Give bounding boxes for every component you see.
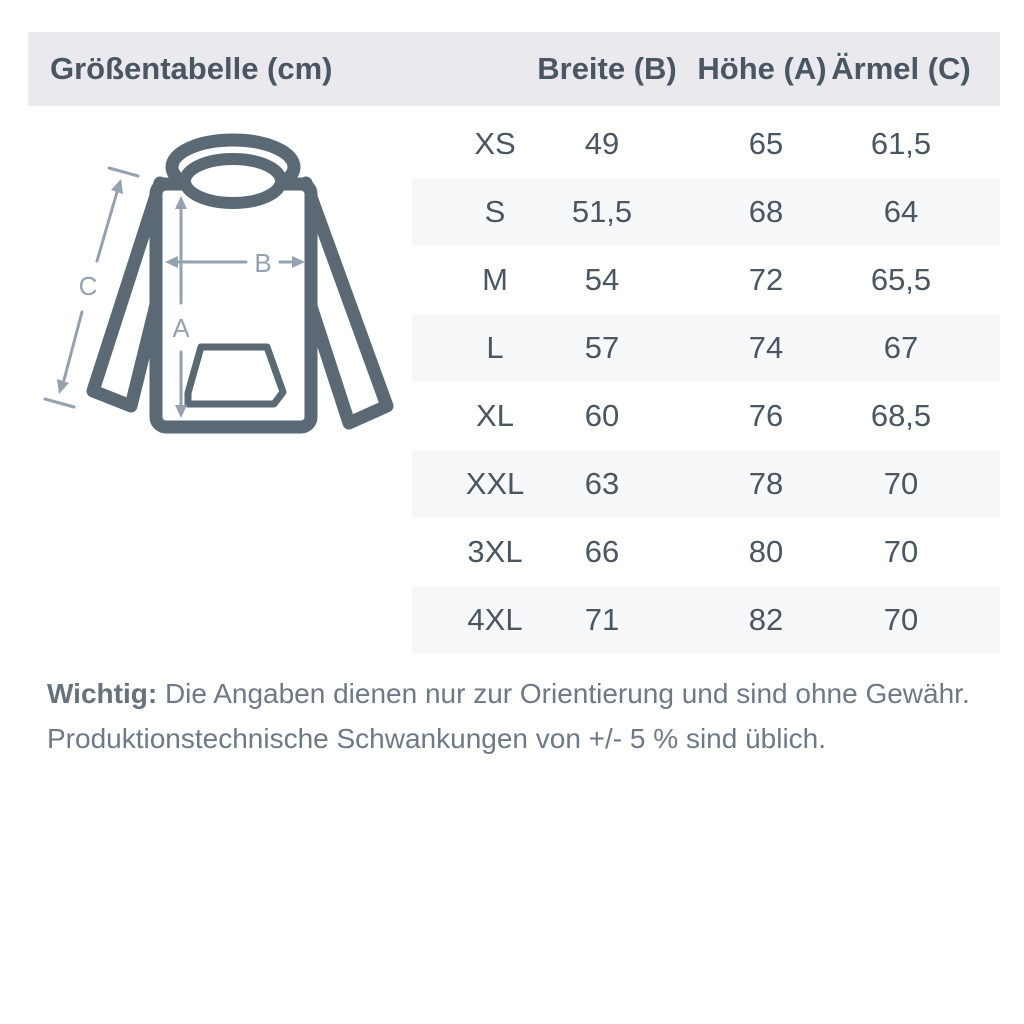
measure-a-label: A [172,313,190,343]
size-label: S [484,194,506,229]
hoodie-hood-inner [185,159,281,203]
hoodie-measurement-diagram [30,120,420,470]
hoodie-pocket [188,347,283,404]
hoehe-value: 78 [748,466,784,501]
aermel-value: 64 [883,194,919,229]
table-row-xl [412,382,1000,450]
hoehe-value: 74 [748,330,784,365]
table-row-m [412,246,1000,314]
hoehe-value: 82 [748,602,784,637]
table-header [28,32,1000,106]
measure-c-label: C [78,271,98,301]
aermel-value: 70 [883,466,919,501]
hoehe-value: 68 [748,194,784,229]
breite-value: 54 [584,262,620,297]
measure-b-label: B [254,248,272,278]
column-header-aermel: Ärmel (C) [831,51,971,86]
table-row-3xl [412,518,1000,586]
size-label: L [486,330,504,365]
table-row-s [412,178,1000,246]
hoehe-value: 80 [748,534,784,569]
size-label: XL [476,398,514,433]
size-label: 3XL [467,534,523,569]
disclaimer-bold-label: Wichtig: [47,678,158,709]
breite-value: 57 [584,330,620,365]
aermel-value: 67 [883,330,919,365]
breite-value: 63 [584,466,620,501]
aermel-value: 70 [883,602,919,637]
aermel-value: 70 [883,534,919,569]
table-row-xs [412,110,1000,178]
size-label: 4XL [467,602,523,637]
breite-value: 66 [584,534,620,569]
breite-value: 60 [584,398,620,433]
breite-value: 71 [584,602,620,637]
hoehe-value: 76 [748,398,784,433]
aermel-value: 65,5 [870,262,932,297]
breite-value: 49 [584,126,620,161]
table-row-4xl [412,586,1000,654]
hoehe-value: 72 [748,262,784,297]
aermel-value: 68,5 [870,398,932,433]
table-row-xxl [412,450,1000,518]
size-label: M [482,262,508,297]
column-header-hoehe: Höhe (A) [697,51,827,86]
breite-value: 51,5 [571,194,633,229]
disclaimer-text: Die Angaben dienen nur zur Orientierung und sind ohne Gewähr. Produktionstechnische Schwankungen von +/- 5 % sind üblich. [47,678,970,754]
size-table [412,110,1000,654]
page-title: Größentabelle (cm) [50,51,333,86]
disclaimer-note [47,672,1007,762]
hoehe-value: 65 [748,126,784,161]
aermel-value: 61,5 [870,126,932,161]
table-row-l [412,314,1000,382]
size-label: XXL [465,466,525,501]
column-header-breite: Breite (B) [537,51,677,86]
size-label: XS [474,126,516,161]
